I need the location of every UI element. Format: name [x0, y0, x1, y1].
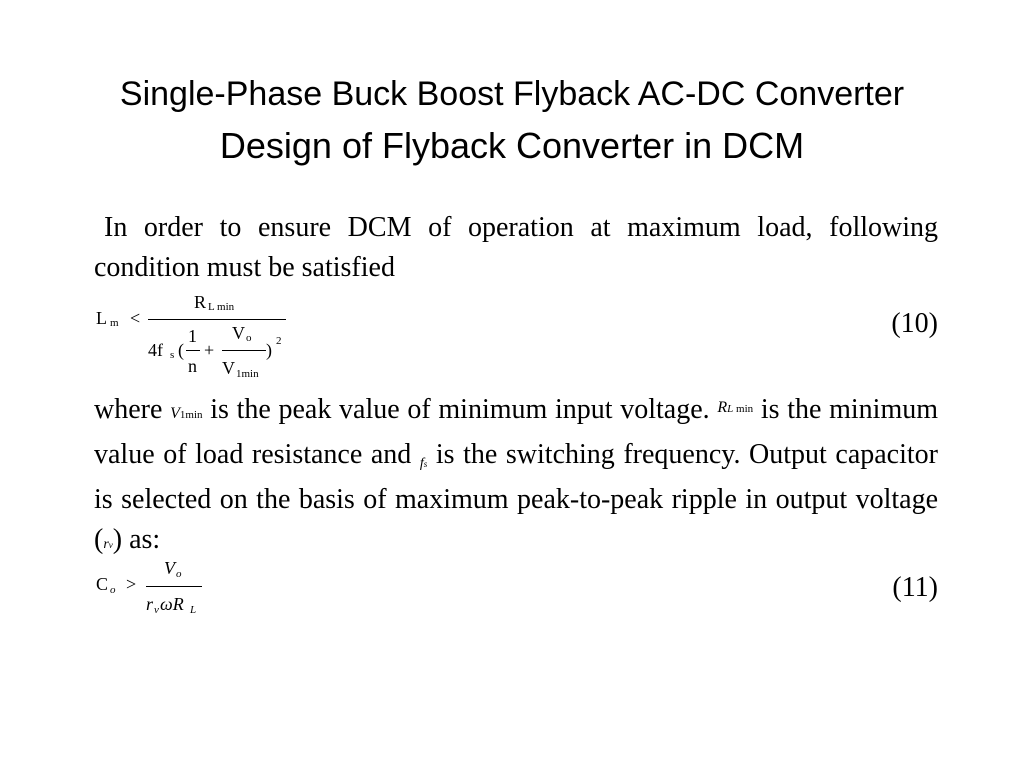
eq10-lhs-sub: m — [110, 317, 119, 329]
math-fs — [420, 439, 427, 484]
eq11-lhs-sub: o — [110, 584, 116, 596]
math-v1min-sub: 1min — [179, 409, 203, 421]
math-rv-sub: v — [108, 540, 113, 550]
equation-10-number: (10) — [891, 308, 938, 339]
eq10-inner-line-1 — [186, 350, 200, 351]
eq10-inner-line-2 — [222, 350, 266, 351]
eq10-v1: V — [222, 358, 235, 378]
eq10-den-4f: 4f — [148, 340, 163, 360]
eq10-power: 2 — [276, 335, 282, 347]
para2-text-4: is the switching frequency. Output capacitor is selected on the basis of maximum peak-to-peak ripple in output voltage ( — [94, 439, 938, 555]
paragraph-definitions — [94, 390, 938, 565]
eq10-vo-sub: o — [246, 332, 252, 344]
eq11-numerator: V — [164, 558, 175, 578]
math-v1min-main: V — [170, 405, 180, 422]
eq10-numerator-sub: L min — [208, 301, 235, 313]
math-rlmin-main: R — [717, 399, 728, 416]
math-rlmin-sub: min — [733, 403, 754, 415]
eq10-lhs: L — [96, 308, 107, 328]
eq10-numerator: R — [194, 292, 207, 312]
math-rv-main: r — [103, 537, 109, 552]
eq10-vo: V — [232, 323, 245, 343]
eq10-open-paren: ( — [178, 340, 184, 360]
eq10-one: 1 — [188, 326, 197, 346]
eq10-relation: < — [130, 308, 141, 328]
eq10-close-paren: ) — [266, 340, 272, 360]
eq11-numerator-sub: o — [176, 568, 182, 580]
eq11-den-omega-r: ωR — [160, 594, 184, 614]
equation-11 — [94, 556, 234, 626]
eq10-n: n — [188, 356, 197, 376]
para2-text-3: is the minimum value of load resistance and — [94, 394, 939, 470]
eq10-fraction-line — [148, 319, 286, 320]
math-fs-main: f — [419, 456, 424, 471]
math-v1min — [170, 390, 202, 435]
para2-text-2: is the peak value of minimum input voltage. — [202, 394, 718, 425]
eq11-fraction-line — [146, 586, 202, 587]
eq11-den-r: r — [146, 594, 154, 614]
math-rlmin-sub-l: L — [727, 403, 734, 415]
slide-title: Single-Phase Buck Boost Flyback AC-DC Converter — [119, 75, 905, 113]
math-fs-sub: s — [423, 459, 428, 469]
equation-10 — [94, 290, 294, 390]
para2-text-1: where — [94, 394, 171, 425]
eq11-den-rl-sub: L — [190, 604, 197, 616]
eq11-lhs: C — [96, 574, 109, 594]
eq10-den-4f-sub: s — [170, 349, 175, 361]
eq10-plus: + — [204, 340, 215, 360]
eq11-relation: > — [126, 574, 137, 594]
paragraph-condition: In order to ensure DCM of operation at maximum load, following condition must be satisfied — [94, 212, 938, 283]
eq11-den-r-sub: v — [154, 604, 159, 616]
para2-text-5: ) as: — [112, 524, 161, 555]
equation-11-number: (11) — [892, 572, 938, 603]
slide-subtitle: Design of Flyback Converter in DCM — [219, 125, 805, 166]
eq10-v1-sub: 1min — [236, 368, 259, 380]
math-rlmin — [717, 384, 753, 429]
